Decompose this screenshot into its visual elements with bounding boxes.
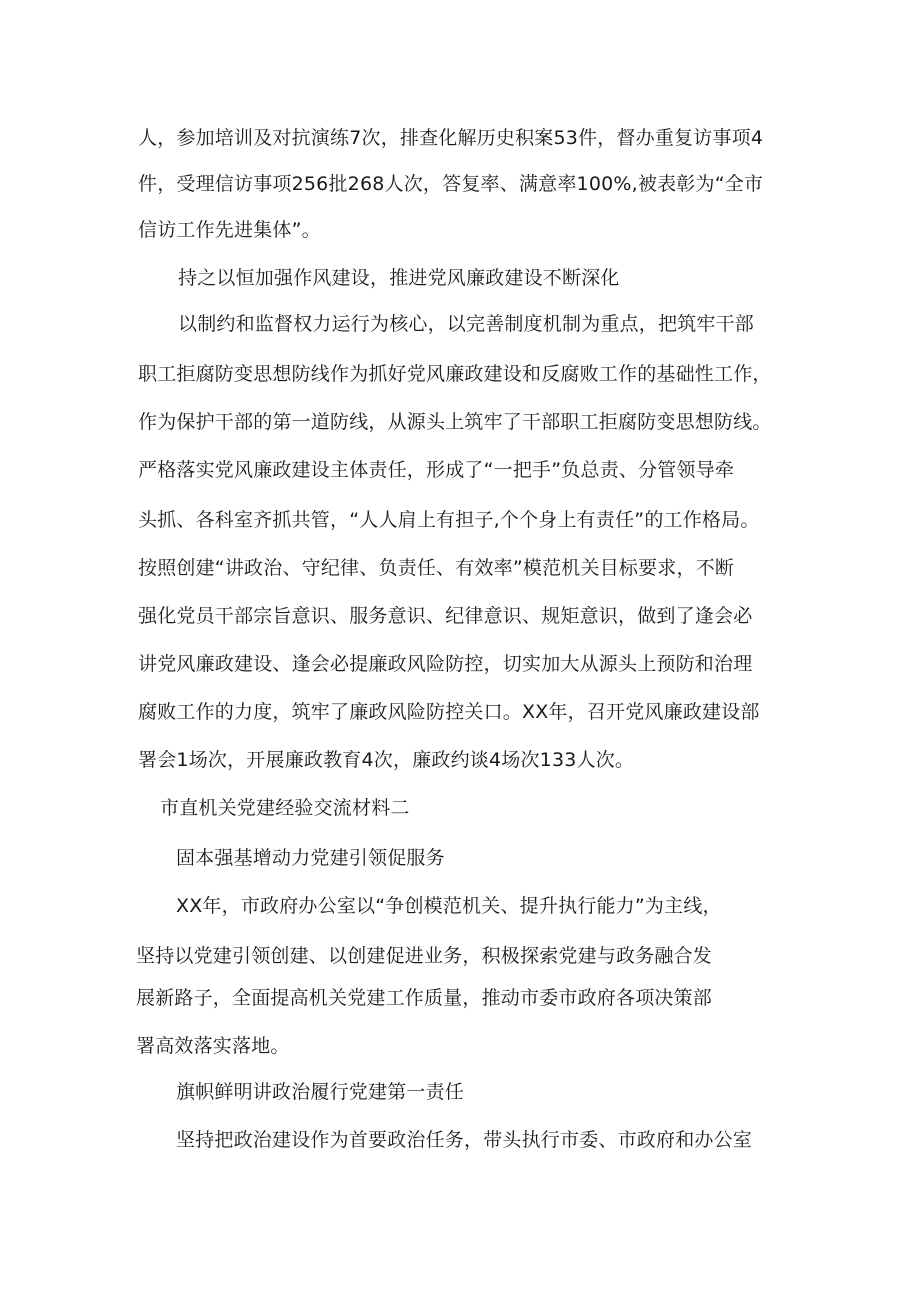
body-text-line: 展新路子，全面提高机关党建工作质量，推动市委市政府各项决策部 bbox=[136, 987, 713, 1009]
section-heading: 固本强基增动力党建引领促服务 bbox=[176, 847, 445, 869]
body-text-line: 作为保护干部的第一道防线，从源头上筑牢了干部职工拒腐防变思想防线。 bbox=[138, 411, 772, 433]
body-text-line: 按照创建“讲政治、守纪律、负责任、有效率”模范机关目标要求，不断 bbox=[138, 557, 735, 579]
body-text-line: 人，参加培训及对抗演练7次，排查化解历史积案53件，督办重复访事项4 bbox=[138, 127, 764, 149]
body-text-line: 坚持把政治建设作为首要政治任务，带头执行市委、市政府和办公室 bbox=[176, 1129, 753, 1151]
body-text-line: 腐败工作的力度，筑牢了廉政风险防控关口。XX年，召开党风廉政建设部 bbox=[138, 701, 760, 723]
body-text-line: 以制约和监督权力运行为核心，以完善制度机制为重点，把筑牢干部 bbox=[178, 313, 755, 335]
body-text-line: 署高效落实落地。 bbox=[136, 1035, 290, 1057]
section-heading: 持之以恒加强作风建设，推进党风廉政建设不断深化 bbox=[178, 267, 620, 289]
body-text-line: 信访工作先进集体”。 bbox=[138, 219, 321, 241]
body-text-line: 强化党员干部宗旨意识、服务意识、纪律意识、规矩意识，做到了逢会必 bbox=[138, 605, 753, 627]
body-text-line: 严格落实党风廉政建设主体责任，形成了“一把手”负总责、分管领导牵 bbox=[138, 459, 735, 481]
body-text-line: 头抓、各科室齐抓共管，“人人肩上有担子,个个身上有责任”的工作格局。 bbox=[138, 509, 760, 531]
body-text-line: 件，受理信访事项256批268人次，答复率、满意率100%,被表彰为“全市 bbox=[138, 173, 764, 195]
body-text-line: 讲党风廉政建设、逢会必提廉政风险防控，切实加大从源头上预防和治理 bbox=[138, 653, 753, 675]
body-text-line: 坚持以党建引领创建、以创建促进业务，积极探索党建与政务融合发 bbox=[136, 945, 713, 967]
body-text-line: 职工拒腐防变思想防线作为抓好党风廉政建设和反腐败工作的基础性工作， bbox=[138, 363, 772, 385]
body-text-line: XX年，市政府办公室以“争创模范机关、提升执行能力”为主线， bbox=[176, 895, 722, 917]
document-title: 市直机关党建经验交流材料二 bbox=[160, 797, 410, 819]
section-heading: 旗帜鲜明讲政治履行党建第一责任 bbox=[176, 1081, 465, 1103]
body-text-line: 署会1场次，开展廉政教育4次，廉政约谈4场次133人次。 bbox=[138, 749, 635, 771]
